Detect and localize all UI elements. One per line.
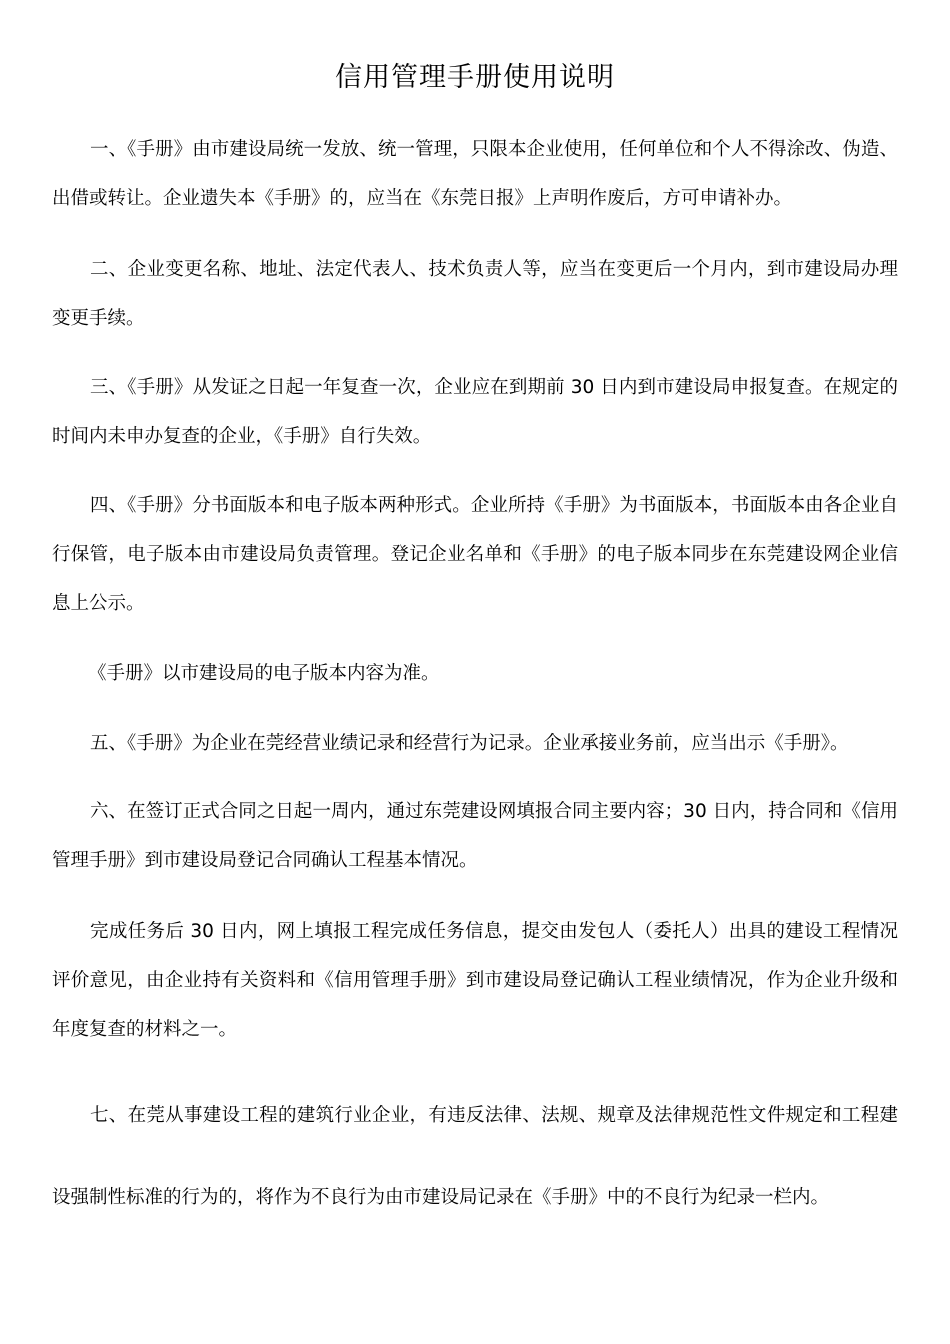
paragraph-3: 三、《手册》从发证之日起一年复查一次，企业应在到期前 30 日内到市建设局申报复查。在规定的时间内未申办复查的企业，《手册》自行失效。: [52, 377, 898, 447]
document-title: 信用管理手册使用说明: [335, 62, 615, 93]
paragraph-1: 一、《手册》由市建设局统一发放、统一管理，只限本企业使用，任何单位和个人不得涂改、伪造、出借或转让。企业遗失本《手册》的，应当在《东莞日报》上声明作废后，方可申请补办。: [52, 139, 898, 209]
paragraph-6: 五、《手册》为企业在莞经营业绩记录和经营行为记录。企业承接业务前，应当出示《手册》。: [90, 733, 849, 754]
paragraph-5: 《手册》以市建设局的电子版本内容为准。: [88, 663, 440, 684]
paragraph-4: 四、《手册》分书面版本和电子版本两种形式。企业所持《手册》为书面版本，书面版本由各企业自行保管，电子版本由市建设局负责管理。登记企业名单和《手册》的电子版本同步在东莞建设网企业信息上公示。: [52, 495, 898, 614]
paragraph-7: 六、在签订正式合同之日起一周内，通过东莞建设网填报合同主要内容；30 日内，持合同和《信用管理手册》到市建设局登记合同确认工程基本情况。: [52, 801, 898, 871]
paragraph-8: 完成任务后 30 日内，网上填报工程完成任务信息，提交由发包人（委托人）出具的建设工程情况评价意见，由企业持有关资料和《信用管理手册》到市建设局登记确认工程业绩情况，作为企业升级和年度复查的材料之一。: [52, 921, 898, 1040]
paragraph-9: 七、在莞从事建设工程的建筑行业企业，有违反法律、法规、规章及法律规范性文件规定和工程建设强制性标准的行为的，将作为不良行为由市建设局记录在《手册》中的不良行为纪录一栏内。: [52, 1105, 898, 1208]
paragraph-2: 二、企业变更名称、地址、法定代表人、技术负责人等，应当在变更后一个月内，到市建设局办理变更手续。: [52, 259, 898, 329]
